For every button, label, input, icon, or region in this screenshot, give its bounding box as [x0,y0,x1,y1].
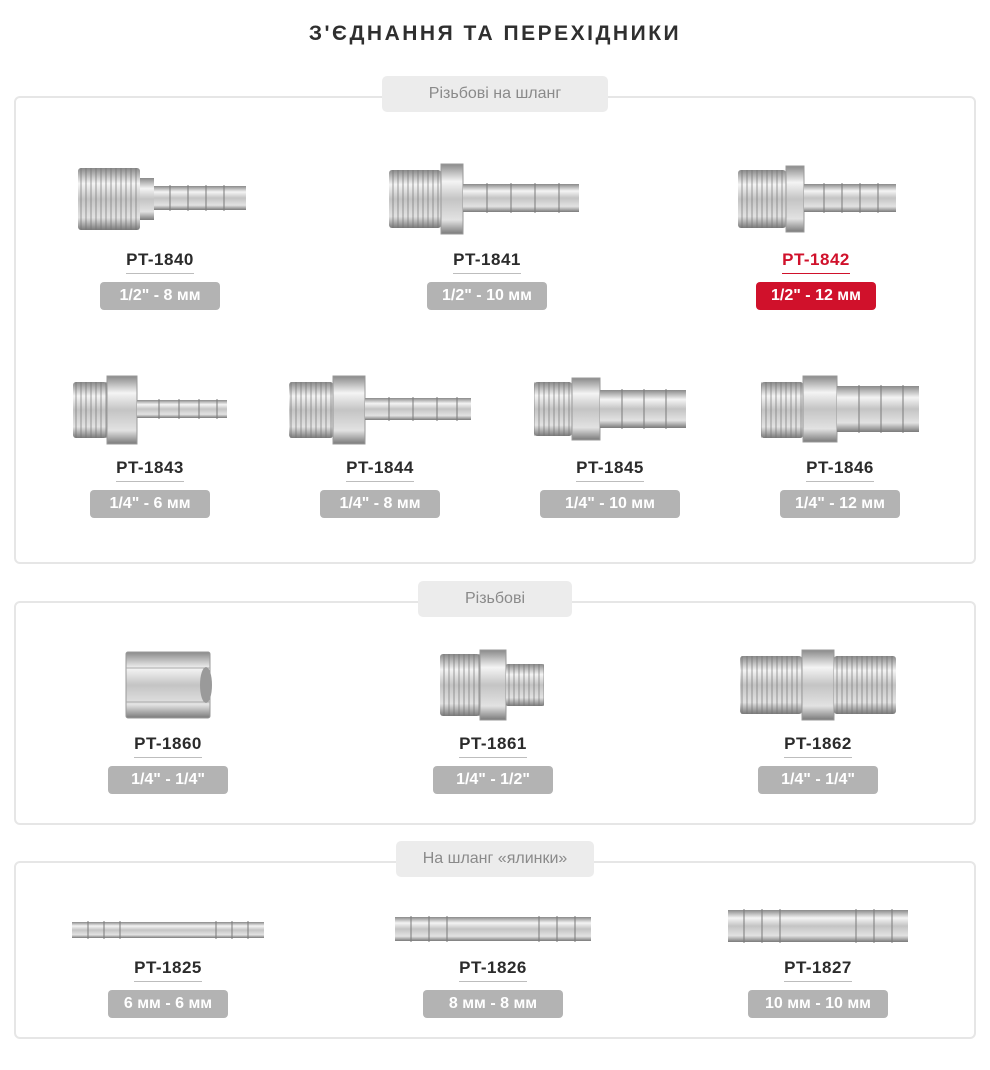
product-code[interactable]: PT-1862 [784,734,852,758]
size-badge[interactable]: 1/4" - 8 мм [320,490,440,518]
product-card[interactable] [60,158,260,310]
hose-barb-fitting-icon [70,158,250,238]
product-code[interactable]: PT-1844 [346,458,414,482]
product-code[interactable]: PT-1827 [784,958,852,982]
page-title: З'ЄДНАННЯ ТА ПЕРЕХІДНИКИ [308,22,682,45]
size-badge[interactable]: 1/4" - 10 мм [540,490,680,518]
product-card[interactable] [393,908,593,1018]
size-badge[interactable]: 1/2" - 10 мм [427,282,547,310]
hex-nipple-icon [736,646,900,724]
product-code[interactable]: PT-1825 [134,958,202,982]
hose-barb-fitting-icon [387,158,587,238]
size-badge[interactable]: 1/4" - 1/4" [758,766,878,794]
product-card[interactable] [68,908,268,1018]
product-card[interactable] [387,158,587,310]
product-code[interactable]: PT-1842 [782,250,850,274]
hose-splicer-icon [726,904,910,948]
product-card[interactable] [718,904,918,1018]
size-badge[interactable]: 8 мм - 8 мм [423,990,563,1018]
product-card[interactable] [510,372,710,518]
product-code[interactable]: PT-1846 [806,458,874,482]
product-card[interactable] [68,646,268,794]
product-code[interactable]: PT-1845 [576,458,644,482]
hose-barb-fitting-icon [65,372,235,446]
hose-barb-fitting-icon [755,372,925,446]
hose-barb-fitting-icon [285,372,475,446]
product-card[interactable] [718,646,918,794]
size-badge[interactable]: 1/4" - 1/2" [433,766,553,794]
hose-barb-fitting-icon [726,158,906,238]
product-card[interactable] [740,372,940,518]
product-card[interactable] [280,372,480,518]
reducer-nipple-icon [438,646,548,724]
hex-coupling-icon [118,646,218,724]
product-code[interactable]: PT-1841 [453,250,521,274]
hose-splicer-icon [393,908,593,948]
size-badge[interactable]: 10 мм - 10 мм [748,990,888,1018]
section-label: Різьбові [418,581,572,617]
product-code[interactable]: PT-1860 [134,734,202,758]
hose-barb-fitting-icon [528,372,692,446]
size-badge[interactable]: 1/2" - 8 мм [100,282,220,310]
size-badge[interactable]: 6 мм - 6 мм [108,990,228,1018]
section-label: На шланг «ялинки» [396,841,594,877]
product-card[interactable] [393,646,593,794]
section-label: Різьбові на шланг [382,76,608,112]
product-card-selected[interactable] [716,158,916,310]
size-badge[interactable]: 1/4" - 12 мм [780,490,900,518]
size-badge[interactable]: 1/2" - 12 мм [756,282,876,310]
size-badge[interactable]: 1/4" - 1/4" [108,766,228,794]
product-code[interactable]: PT-1826 [459,958,527,982]
product-code[interactable]: PT-1843 [116,458,184,482]
product-code[interactable]: PT-1840 [126,250,194,274]
size-badge[interactable]: 1/4" - 6 мм [90,490,210,518]
hose-splicer-icon [70,908,266,948]
product-code[interactable]: PT-1861 [459,734,527,758]
product-card[interactable] [50,372,250,518]
